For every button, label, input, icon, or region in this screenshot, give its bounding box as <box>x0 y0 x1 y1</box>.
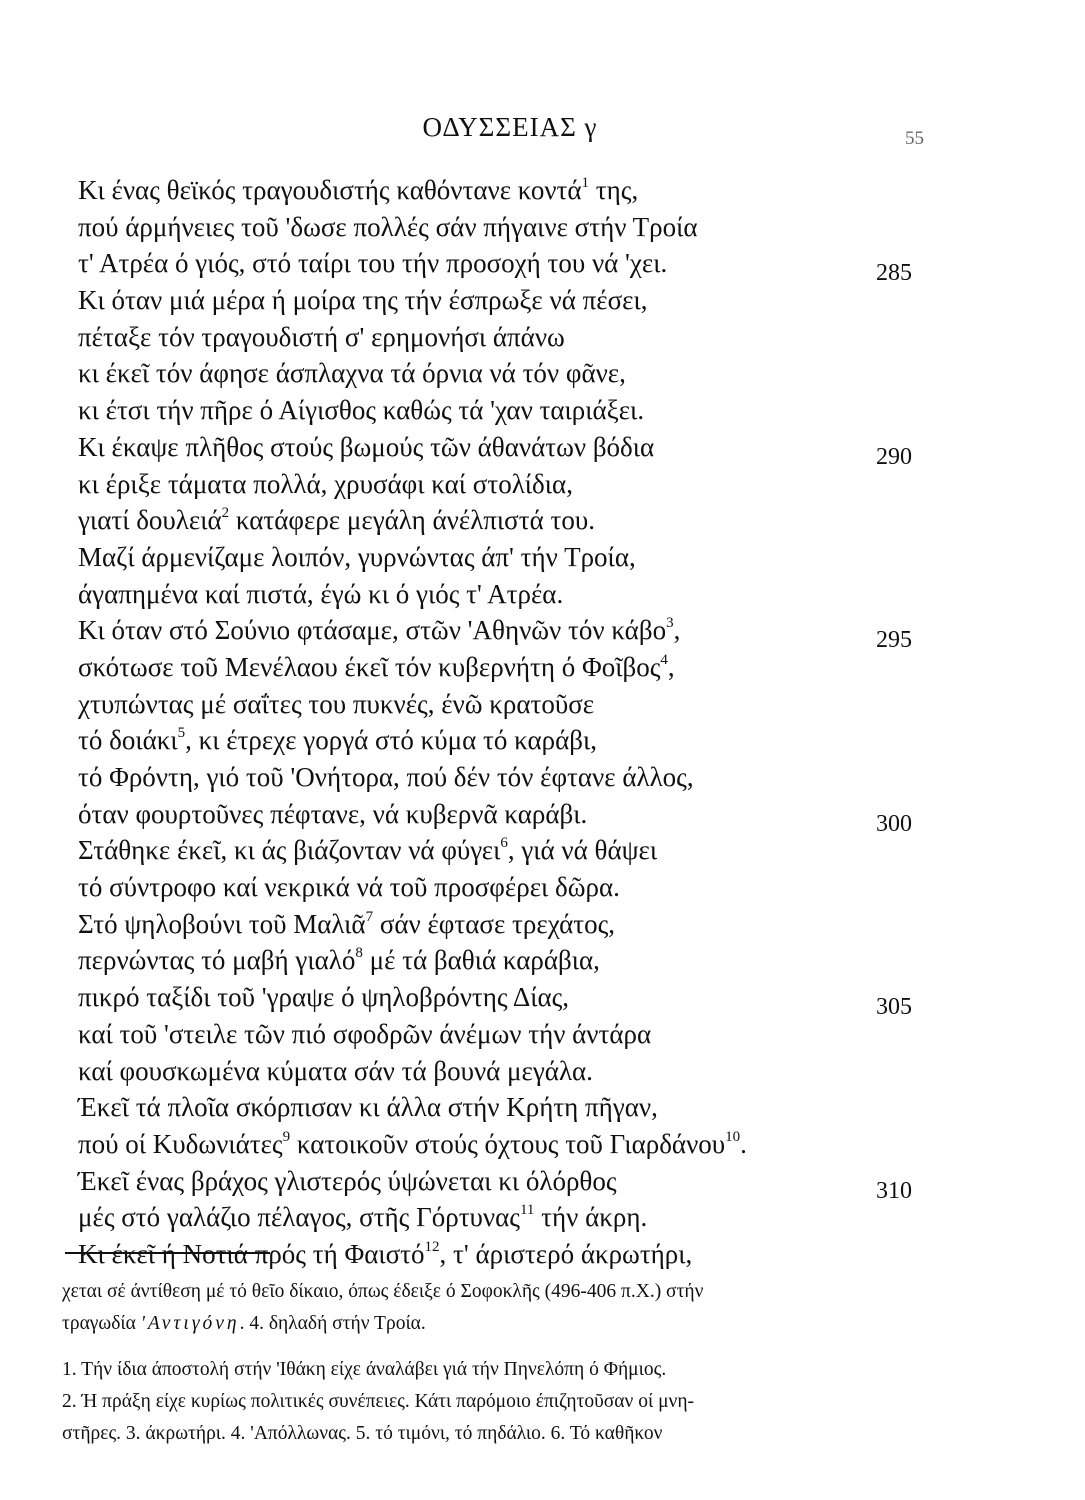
verse-text: τήν άκρη. <box>534 1202 648 1233</box>
verse-line <box>78 502 1018 539</box>
verse-line <box>78 612 1018 654</box>
line-number: 290 <box>876 443 912 470</box>
verse-text: , <box>673 615 681 646</box>
verse-line <box>78 209 1018 246</box>
verse-text: γιατί δουλειά <box>78 505 222 536</box>
verse-text: Στό ψηλοβούνι τοῦ Μαλιᾶ <box>78 908 366 939</box>
verse-text: Κι όταν στό Σούνιο φτάσαμε, στῶν 'Αθηνῶν τόν κάβο <box>78 615 667 646</box>
verse-text: κι έτσι τήν πῆρε ό Αίγισθος καθώς τά 'χαν ταιριάξει. <box>78 395 645 426</box>
verse-line <box>78 245 1018 287</box>
footnote-continued-line <box>62 1308 1022 1340</box>
verse-text: σάν έφτασε τρεχάτος, <box>373 908 616 939</box>
verse-text: όταν φουρτοῦνες πέφτανε, νά κυβερνᾶ καράβι. <box>78 798 588 829</box>
page-number: 55 <box>905 128 924 149</box>
verse-text: τό σύντροφο καί νεκρικά νά τοῦ προσφέρει δῶρα. <box>78 872 620 903</box>
verse-line <box>78 1236 1018 1273</box>
verse-text: πικρό ταξίδι τοῦ 'γραψε ό ψηλοβρόντης Δίας, <box>78 982 570 1013</box>
verse-line <box>78 466 1018 503</box>
verse-text: της, <box>589 175 639 205</box>
verse-text: καί τοῦ 'στειλε τῶν πιό σφοδρῶν άνέμων τήν άντάρα <box>78 1018 652 1049</box>
footnote-marker: 12 <box>424 1238 440 1255</box>
footnote-text: τραγωδία <box>62 1313 141 1334</box>
verse-line <box>78 282 1018 319</box>
verse-line <box>78 649 1018 686</box>
verse-text: τ' Ατρέα ό γιός, στό ταίρι του τήν προσοχή του νά 'χει. <box>78 248 668 279</box>
verse-text: Μαζί άρμενίζαμε λοιπόν, γυρνώντας άπ' τήν Τροία, <box>78 541 636 572</box>
verse-line <box>78 906 1018 943</box>
footnote-line: 2. Ή πράξη είχε κυρίως πολιτικές συνέπειες. Κάτι παρόμοιο έπιζητοῦσαν οί μνη- <box>62 1391 695 1412</box>
footnote-divider <box>65 1252 270 1254</box>
verse-line <box>78 722 1018 759</box>
verse-text: πού άρμήνειες τοῦ 'δωσε πολλές σάν πήγαινε στήν Τροία <box>78 211 698 242</box>
verse-line <box>78 686 1018 723</box>
verse-line <box>78 1163 1018 1204</box>
footnote-line: στῆρες. 3. άκρωτήρι. 4. 'Απόλλωνας. 5. τό τιμόνι, τό πηδάλιο. 6. Τό καθῆκον <box>62 1423 663 1444</box>
verse-text: πέταξε τόν τραγουδιστή σ' ερημονήσι άπάνω <box>78 321 565 352</box>
line-number: 295 <box>876 627 912 654</box>
verse-line <box>78 759 1018 796</box>
footnote-marker: 1 <box>581 175 590 191</box>
verse-line <box>78 319 1018 356</box>
footnote-marker: 10 <box>725 1128 741 1145</box>
verse-text: , κι έτρεχε γοργά στό κύμα τό καράβι, <box>185 725 598 756</box>
verse-line <box>78 539 1018 576</box>
footnote-line: 1. Τήν ίδια άποστολή στήν 'Ιθάκη είχε άναλάβει γιά τήν Πηνελόπη ό Φήμιος. <box>62 1359 667 1380</box>
verse-text: Έκεῖ τά πλοῖα σκόρπισαν κι άλλα στήν Κρήτη πῆγαν, <box>78 1092 658 1123</box>
line-number: 285 <box>876 260 912 287</box>
footnote-marker: 5 <box>177 725 186 742</box>
verse-line <box>78 392 1018 429</box>
poem-text <box>78 172 1018 1273</box>
verse-line <box>78 796 1018 837</box>
verse-text: Κι έκαψε πλῆθος στούς βωμούς τῶν άθανάτων βόδια <box>78 431 655 462</box>
footnotes <box>62 1276 1022 1450</box>
footnote-continued-line: χεται σέ άντίθεση μέ τό θεῖο δίκαιο, όπως έδειξε ό Σοφοκλῆς (496-406 π.Χ.) στήν <box>62 1281 704 1302</box>
verse-text: Κι ένας θεϊκός τραγουδιστής καθόντανε κοντά <box>78 175 582 205</box>
footnote-gap <box>62 1340 1022 1354</box>
verse-text: μέ τά βαθιά καράβια, <box>362 945 600 976</box>
footnote-marker: 7 <box>365 908 374 925</box>
footnote-marker: 2 <box>221 505 230 522</box>
verse-text: κι έκεῖ τόν άφησε άσπλαχνα τά όρνια νά τόν φᾶνε, <box>78 358 626 389</box>
verse-text: τό δοιάκι <box>78 725 178 756</box>
footnote-marker: 3 <box>666 615 674 632</box>
verse-line <box>78 1053 1018 1090</box>
verse-line <box>78 832 1018 869</box>
verse-line <box>78 1126 1018 1163</box>
tragedy-title: 'Αντιγόνη <box>140 1313 240 1334</box>
verse-line <box>78 869 1018 906</box>
verse-text: , γιά νά θάψει <box>507 835 658 866</box>
page-title: ΟΔΥΣΣΕΙΑΣ γ <box>422 112 598 142</box>
verse-line <box>78 979 1018 1021</box>
verse-text: πού οί Κυδωνιάτες <box>78 1128 283 1159</box>
footnote-marker: 11 <box>519 1202 535 1219</box>
verse-text: άγαπημένα καί πιστά, έγώ κι ό γιός τ' Ατρέα. <box>78 578 564 609</box>
verse-line <box>78 1016 1018 1053</box>
verse-text: περνώντας τό μαβή γιαλό <box>78 945 356 976</box>
line-number: 310 <box>876 1177 912 1204</box>
verse-line <box>78 172 1018 209</box>
verse-text: κι έριξε τάματα πολλά, χρυσάφι καί στολίδια, <box>78 468 573 499</box>
verse-text: , τ' άριστερό άκρωτήρι, <box>439 1238 693 1269</box>
verse-text: Έκεῖ ένας βράχος γλιστερός ύψώνεται κι όλόρθος <box>78 1165 617 1196</box>
verse-text: χτυπώντας μέ σαΐτες του πυκνές, ένῶ κρατοῦσε <box>78 688 595 719</box>
line-number: 305 <box>876 994 912 1021</box>
footnote-marker: 9 <box>282 1128 291 1145</box>
verse-text: , <box>667 651 675 682</box>
line-number: 300 <box>876 810 912 837</box>
footnote-text: . 4. δηλαδή στήν Τροία. <box>239 1313 426 1334</box>
footnote-marker: 4 <box>660 651 668 668</box>
verse-text: τό Φρόντη, γιό τοῦ 'Ονήτορα, πού δέν τόν έφτανε άλλος, <box>78 762 694 792</box>
verse-text: Στάθηκε έκεῖ, κι άς βιάζονταν νά φύγει <box>78 835 501 866</box>
verse-line <box>78 576 1018 613</box>
verse-text: κατάφερε μεγάλη άνέλπιστά του. <box>229 505 595 536</box>
verse-text: Κι έκεῖ ή Νοτιά πρός τή Φαιστό <box>78 1238 425 1269</box>
verse-line <box>78 1089 1018 1126</box>
verse-text: μές στό γαλάζιο πέλαγος, στῆς Γόρτυνας <box>78 1202 520 1233</box>
verse-text: καί φουσκωμένα κύματα σάν τά βουνά μεγάλα. <box>78 1055 593 1086</box>
verse-text: σκότωσε τοῦ Μενέλαου έκεῖ τόν κυβερνήτη ό Φοῖβος <box>78 651 661 682</box>
footnote-marker: 8 <box>355 945 363 962</box>
verse-text: κατοικοῦν στούς όχτους τοῦ Γιαρδάνου <box>290 1128 726 1159</box>
verse-text: . <box>740 1128 747 1159</box>
verse-line <box>78 1199 1018 1236</box>
verse-line <box>78 942 1018 979</box>
verse-text: Κι όταν μιά μέρα ή μοίρα της τήν έσπρωξε νά πέσει, <box>78 285 648 316</box>
footnote-marker: 6 <box>500 835 508 852</box>
verse-line <box>78 355 1018 392</box>
verse-line <box>78 429 1018 470</box>
